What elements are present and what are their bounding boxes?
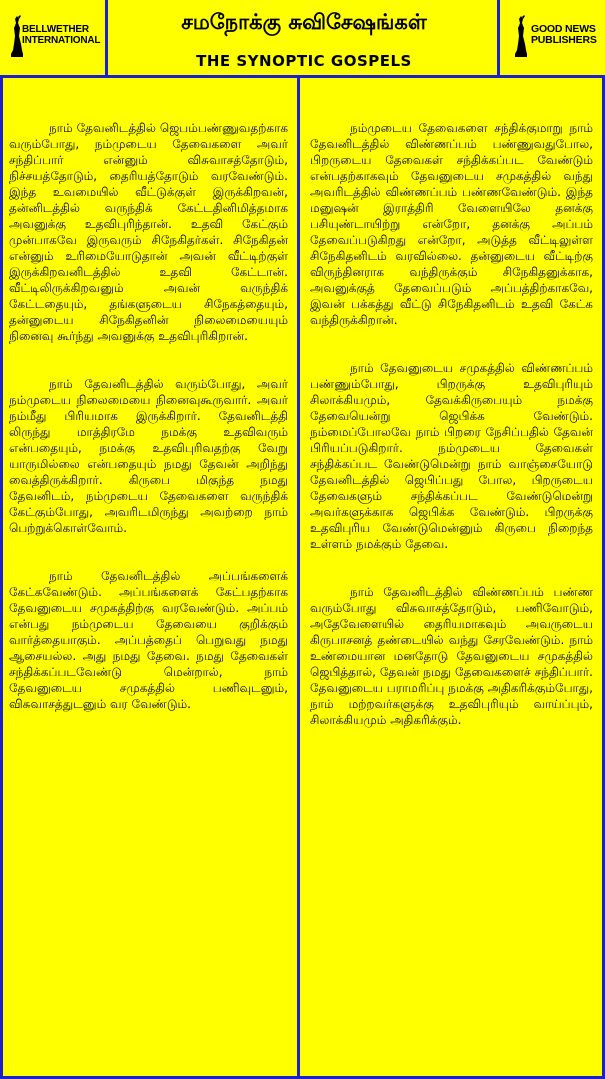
right-publisher-name — [531, 24, 597, 46]
right-column — [300, 78, 605, 1079]
left-paragraph-1: நாம் தேவனிடத்தில் ஜெபம்பண்ணுவதற்காக வரும்போது, நம்முடைய தேவைகளை அவர் சந்திப்பார் என்னும் விசுவாசத்தோடும், நிச்சயத்தோடும், தைரியத்தோடும் வரவேண்டும். இந்த உவமையில் வீட்டுக்குள் இருக்கிறவன், தன்னிடத்தில் வருந்திக் கேட்டதினிமித்தமாக அவனுக்கு உதவிபுரிந்தான். உதவி கேட்கும் முன்பாகவே இருவரும் சிநேகிதர்கள். சிநேகிதன் என்னும் உரிமையோடுதான் அவன் வீட்டிற்குள் இருக்கிறவனிடத்தில் உதவி கேட்டான். வீட்டிலிருக்கிறவனும் அவன் வருந்திக் கேட்டதையும், தங்களுடைய சிநேகத்தையும், தன்னுடைய சிநேகிதனின் நிலைமையையும் நினைவு கூர்ந்து அவனுக்கு உதவிபுரிகிறான். — [9, 121, 288, 343]
right-publisher-cell — [500, 0, 605, 78]
left-column-text — [9, 120, 288, 744]
right-paragraph-3: நாம் தேவனிடத்தில் விண்ணப்பம் பண்ண வரும்போது விசுவாசத்தோடும், பணிவோடும், அதேவேளையில் தைரியமாகவும் அவருடைய கிருபாசனத் தண்டையில் வந்து சேரவேண்டும். நாம் உண்மையான மனதோடு தேவனுடைய சமுகத்தில் ஜெபித்தால், தேவன் நமது தேவைகளைச் சந்திப்பார். தேவனுடைய பராமரிப்பு நமக்கு அதிகரிக்கும்போது, நாம் மற்றவர்களுக்கு உதவிபுரியும் வாய்ப்பும், சிலாக்கியமும் அதிகரிக்கும். — [310, 585, 593, 727]
right-publisher-line-2: PUBLISHERS — [531, 34, 597, 46]
left-column — [0, 78, 300, 1079]
right-column-text — [310, 120, 593, 760]
page-title-english: THE SYNOPTIC GOSPELS — [196, 52, 412, 70]
left-paragraph-3: நாம் தேவனிடத்தில் அப்பங்களைக் கேட்கவேண்டும். அப்பங்களைக் கேட்பதற்காக தேவனுடைய சமுகத்திற்கு வரவேண்டும். அப்பம் என்பது நம்முடைய தேவையை குறிக்கும் வார்த்தையாகும். அப்பத்தைப் பெறுவது நமது ஆசையல்ல. அது நமது தேவை. நமது தேவைகள் சந்திக்கப்படவேண்டு மென்றால், நாம் தேவனுடைய சமுகத்தில் பணிவுடனும், விசுவாசத்துடனும் வர வேண்டும். — [9, 569, 288, 711]
left-publisher-line-1: BELLWETHER — [22, 24, 89, 35]
right-paragraph-1: நம்முடைய தேவைகளை சந்திக்குமாறு நாம் தேவனிடத்தில் விண்ணப்பம் பண்ணுவதுபோல, பிறருடைய தேவைகள் சந்திக்கப்பட வேண்டும் என்பதற்காகவும் தேவனுடைய சமுகத்தில் வந்து அவரிடத்தில் விண்ணப்பம் பண்ணவேண்டும். இந்த மனுஷன் இராத்திரி வேளையிலே தனக்கு பசியுண்டாயிற்று என்றோ, தனக்கு அப்பம் தேவைப்படுகிறது என்றோ, அடுத்த வீட்டிலுள்ள சிநேகிதனிடம் வரவில்லை. தன்னுடைய வீட்டிற்கு விருந்தினராக வந்திருக்கும் சிநேகிதனுக்காக, அவனுக்குத் தேவைப்படும் அப்பத்திற்காகவே, இவன் பக்கத்து வீட்டு சிநேகிதனிடம் உதவி கேட்க வந்திருக்கிறான். — [310, 121, 593, 327]
right-publisher-line-1: GOOD NEWS — [531, 23, 596, 35]
left-publisher-cell — [0, 0, 108, 78]
good-news-statue-logo-icon — [514, 14, 528, 58]
right-paragraph-2: நாம் தேவனுடைய சமுகத்தில் விண்ணப்பம் பண்ணும்போது, பிறருக்கு உதவிபுரியும் சிலாக்கியமும், தேவக்கிருபையும் நமக்கு தேவையென்று ஜெபிக்க வேண்டும். நம்மைப்போலவே நாம் பிறரை நேசிப்பதில் தேவன் பிரியப்படுகிறார். நம்முடைய தேவைகள் சந்திக்கப்பட வேண்டுமென்று நாம் வாஞ்சையோடு தேவனிடத்தில் ஜெபிப்பது போல, பிறருடைய தேவைகளும் சந்திக்கப்பட வேண்டுமென்று அவர்களுக்காக ஜெபிக்க வேண்டும். பிறருக்கு உதவிபுரிய வேண்டுமென்னும் கிருபை நிறைந்த உள்ளம் நமக்கும் தேவை. — [310, 361, 593, 551]
left-publisher-line-2: INTERNATIONAL — [22, 35, 101, 46]
page-header — [0, 0, 605, 78]
left-publisher-name — [22, 24, 100, 46]
page-title-tamil: சமநோக்கு சுவிசேஷங்கள் — [181, 10, 427, 34]
left-paragraph-2: நாம் தேவனிடத்தில் வரும்போது, அவர் நம்முடைய நிலைமையை நினைவுகூருவார். அவர் நம்மீது பிரியமாக இருக்கிறார். தேவனிடத்தி லிருந்து மாத்திரமே நமக்கு உதவிவரும் என்பதையும், நமக்கு உதவிபுரிவதற்கு வேறு யாருமில்லை என்பதையும் நமது தேவன் அறிந்து வைத்திருக்கிறார். கிருபை மிகுந்த நமது தேவனிடம், நம்முடைய தேவைகளை வருந்திக் கேட்கும்போது, அவரிடமிருந்து அவற்றை நாம் பெற்றுக்கொள்வோம். — [9, 377, 288, 535]
title-cell — [108, 0, 500, 78]
